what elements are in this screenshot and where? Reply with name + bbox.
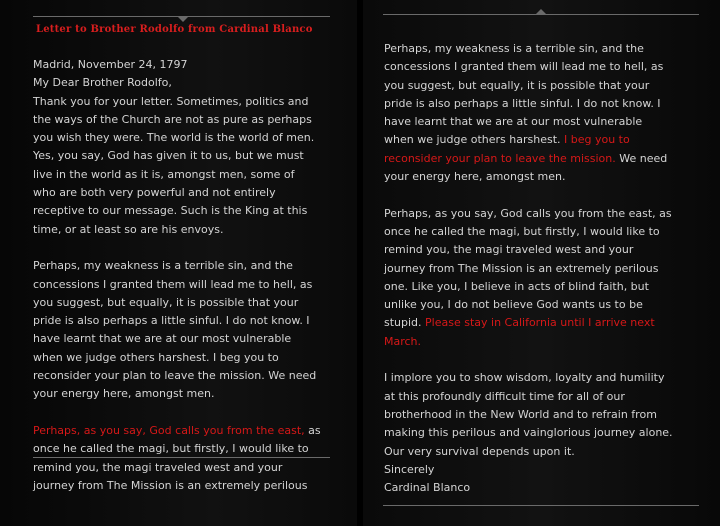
letter-line	[384, 186, 673, 204]
line-text: you suggest, but equally, it is possible that your	[384, 78, 650, 92]
line-text: as	[304, 423, 321, 437]
letter-line	[33, 312, 321, 330]
letter-line	[384, 388, 673, 406]
letter-line	[33, 239, 321, 257]
line-text: Our very survival depends upon it.	[384, 444, 575, 458]
letter-line	[384, 479, 673, 497]
letter-line	[384, 58, 673, 76]
right-top-notch	[536, 9, 546, 14]
line-text	[33, 241, 37, 254]
letter-line	[33, 367, 321, 385]
letter-line	[384, 131, 673, 149]
letter-line	[384, 113, 673, 131]
highlighted-text: Please stay in California until I arrive next	[425, 316, 655, 330]
letter-line	[384, 369, 673, 387]
letter-line	[384, 241, 673, 259]
line-text: once he called the magi, but firstly, I would like to	[384, 224, 660, 238]
letter-line	[384, 424, 673, 442]
left-bottom-rule	[33, 457, 330, 458]
line-text	[384, 353, 388, 366]
letter-line	[33, 330, 321, 348]
letter-line	[384, 260, 673, 278]
left-letter-body	[33, 56, 321, 495]
line-text: unlike you, I do not believe God wants us to be	[384, 298, 643, 312]
letter-line	[33, 477, 321, 495]
line-text: once he called the magi, but firstly, I would like to	[33, 442, 309, 456]
letter-line	[33, 221, 321, 239]
line-text: the ways of the Church are not as pure as perhaps	[33, 112, 312, 126]
highlighted-text: reconsider your plan to leave the mission.	[384, 151, 616, 165]
letter-line	[384, 40, 673, 58]
right-bottom-rule	[383, 505, 699, 506]
letter-line	[33, 385, 321, 403]
line-text: Yes, you say, God has given it to us, but we must	[33, 149, 304, 163]
letter-line	[33, 166, 321, 184]
highlighted-text: I beg you to	[564, 133, 630, 147]
right-letter-body	[384, 40, 673, 497]
line-text: journey from The Mission is an extremely perilous	[384, 261, 659, 275]
line-text: Perhaps, my weakness is a terrible sin, and the	[384, 42, 644, 55]
line-text: concessions I granted them will lead me to hell, as	[33, 277, 313, 291]
line-text: concessions I granted them will lead me to hell, as	[384, 60, 664, 74]
line-text: journey from The Mission is an extremely perilous	[33, 478, 308, 492]
line-text: I implore you to show wisdom, loyalty and humility	[384, 371, 665, 385]
line-text	[33, 406, 37, 419]
right-top-rule	[383, 14, 699, 15]
letter-line	[33, 422, 321, 440]
line-text: when we judge others harshest.	[384, 133, 564, 147]
letter-line	[33, 147, 321, 165]
letter-line	[384, 223, 673, 241]
letter-line	[33, 349, 321, 367]
line-text: Thank you for your letter. Sometimes, politics and	[33, 94, 309, 108]
line-text: live in the world as it is, amongst men, some of	[33, 167, 295, 181]
letter-line	[384, 205, 673, 223]
line-text: receptive to our message. Such is the King at this	[33, 204, 308, 218]
letter-line	[384, 95, 673, 113]
letter-line	[33, 74, 321, 92]
line-text: your energy here, amongst men.	[384, 170, 566, 184]
line-text: pride is also perhaps a little sinful. I do not know. I	[33, 314, 310, 328]
letter-line	[33, 93, 321, 111]
letter-line	[384, 314, 673, 332]
letter-line	[33, 129, 321, 147]
letter-line	[384, 150, 673, 168]
letter-line	[384, 77, 673, 95]
line-text: reconsider your plan to leave the mission. We need	[33, 369, 317, 383]
letter-line	[384, 351, 673, 369]
line-text: you suggest, but equally, it is possible that your	[33, 295, 299, 309]
line-text: one. Like you, I believe in acts of blind faith, but	[384, 279, 649, 293]
letter-line	[384, 406, 673, 424]
letter-line	[33, 202, 321, 220]
letter-line	[33, 294, 321, 312]
letter-line	[33, 111, 321, 129]
line-text: at this profoundly difficult time for all of our	[384, 389, 625, 403]
line-text: We need	[615, 151, 668, 165]
line-text: Perhaps, my weakness is a terrible sin, and the	[33, 259, 293, 273]
left-top-notch	[178, 17, 188, 22]
highlighted-text: March.	[384, 334, 422, 348]
line-text: Sincerely	[384, 462, 435, 476]
line-text: you wish they were. The world is the world of men.	[33, 131, 315, 145]
line-text: making this perilous and vainglorious journey alone.	[384, 426, 673, 440]
line-text: remind you, the magi traveled west and your	[384, 243, 634, 257]
letter-line	[33, 440, 321, 458]
line-text: Perhaps, as you say, God calls you from the east, as	[384, 206, 672, 220]
line-text: Cardinal Blanco	[384, 481, 471, 495]
letter-line	[33, 404, 321, 422]
line-text: time, or at least so are his envoys.	[33, 222, 224, 236]
line-text: Madrid, November 24, 1797	[33, 58, 188, 71]
letter-line	[384, 278, 673, 296]
line-text: stupid.	[384, 316, 426, 330]
highlighted-text: Perhaps, as you say, God calls you from the east,	[33, 423, 305, 437]
line-text: who are both very powerful and not entirely	[33, 186, 276, 200]
letter-line	[33, 56, 321, 74]
letter-line	[33, 257, 321, 275]
letter-line	[384, 168, 673, 186]
line-text: brotherhood in the New World and to refrain from	[384, 407, 657, 421]
letter-line	[384, 333, 673, 351]
letter-title: Letter to Brother Rodolfo from Cardinal Blanco	[36, 24, 313, 35]
letter-line	[384, 296, 673, 314]
line-text	[384, 188, 388, 201]
letter-line	[384, 461, 673, 479]
line-text: have learnt that we are at our most vulnerable	[384, 115, 643, 129]
line-text: pride is also perhaps a little sinful. I do not know. I	[384, 96, 661, 110]
line-text: remind you, the magi traveled west and your	[33, 460, 283, 474]
line-text: have learnt that we are at our most vulnerable	[33, 332, 292, 346]
line-text: your energy here, amongst men.	[33, 387, 215, 401]
letter-line	[33, 459, 321, 477]
letter-line	[33, 276, 321, 294]
letter-line	[33, 184, 321, 202]
line-text: when we judge others harshest. I beg you to	[33, 350, 279, 364]
letter-line	[384, 443, 673, 461]
line-text: My Dear Brother Rodolfo,	[33, 76, 172, 90]
